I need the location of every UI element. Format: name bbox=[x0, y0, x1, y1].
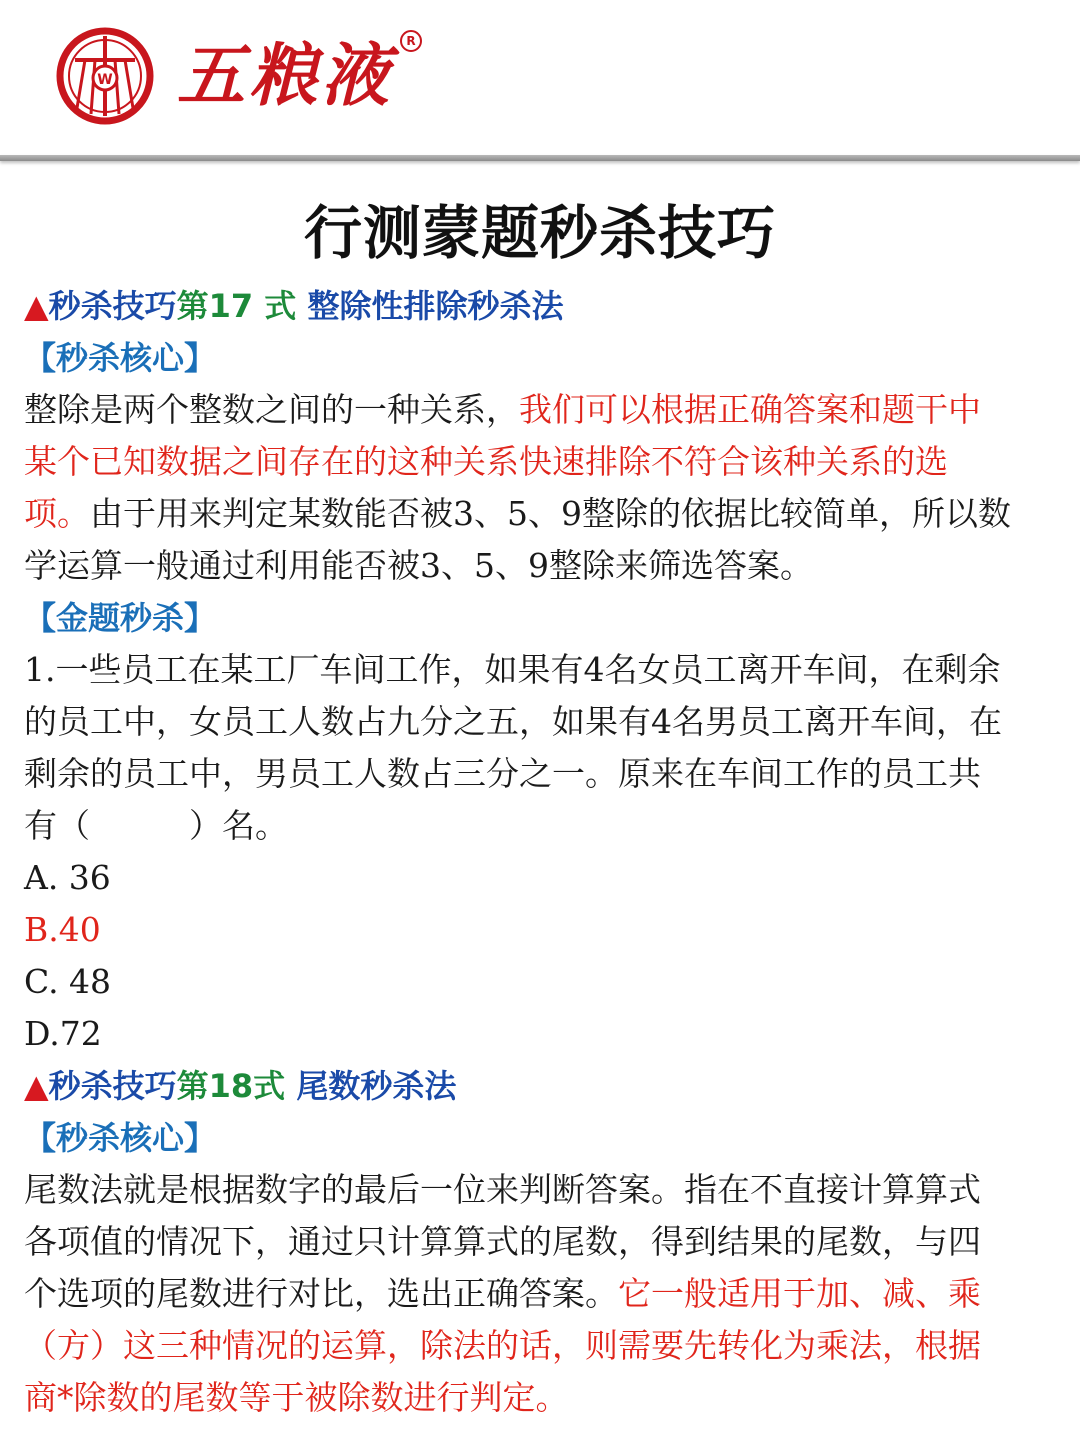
triangle-marker-icon: ▲ bbox=[24, 1067, 49, 1105]
section-heading-17 bbox=[24, 280, 1056, 332]
heading-number: 第17 式 bbox=[176, 287, 297, 325]
option-b-correct: B.40 bbox=[24, 910, 101, 949]
article-body bbox=[24, 280, 1056, 1424]
paragraph-line: （方）这三种情况的运算，除法的话，则需要先转化为乘法，根据 bbox=[24, 1326, 981, 1365]
option-a: A. 36 bbox=[24, 858, 111, 897]
header-divider bbox=[0, 155, 1080, 161]
heading-number: 第18式 bbox=[176, 1067, 286, 1105]
paragraph-line: 各项值的情况下，通过只计算算式的尾数，得到结果的尾数，与四 bbox=[24, 1222, 981, 1261]
core-label: 【秒杀核心】 bbox=[24, 1119, 217, 1157]
heading-prefix: 秒杀技巧 bbox=[48, 1067, 177, 1105]
paragraph-line: 学运算一般通过利用能否被3、5、9整除来筛选答案。 bbox=[24, 546, 813, 585]
brand-name: 五粮液 bbox=[177, 36, 394, 116]
question-line: 的员工中，女员工人数占九分之五，如果有4名男员工离开车间，在 bbox=[24, 702, 1002, 741]
question-line: 1.一些员工在某工厂车间工作，如果有4名女员工离开车间，在剩余 bbox=[24, 650, 1001, 689]
core-label: 【秒杀核心】 bbox=[24, 339, 217, 377]
paragraph-line: 某个已知数据之间存在的这种关系快速排除不符合该种关系的选 bbox=[24, 442, 948, 481]
heading-name: 尾数秒杀法 bbox=[285, 1067, 457, 1105]
section-heading-18 bbox=[24, 1060, 1056, 1112]
header bbox=[0, 0, 1080, 155]
brand-logo bbox=[55, 26, 393, 126]
question-line: 有（ ）名。 bbox=[24, 806, 288, 845]
wuliangye-emblem-icon bbox=[55, 26, 155, 126]
paragraph-line: 个选项的尾数进行对比，选出正确答案。它一般适用于加、减、乘 bbox=[24, 1274, 981, 1313]
question-line: 剩余的员工中，男员工人数占三分之一。原来在车间工作的员工共 bbox=[24, 754, 981, 793]
svg-text:W: W bbox=[97, 72, 113, 88]
gold-question-label: 【金题秒杀】 bbox=[24, 599, 217, 637]
triangle-marker-icon: ▲ bbox=[24, 287, 49, 325]
option-c: C. 48 bbox=[24, 962, 112, 1001]
paragraph-line: 整除是两个整数之间的一种关系，我们可以根据正确答案和题干中 bbox=[24, 390, 981, 429]
heading-prefix: 秒杀技巧 bbox=[48, 287, 177, 325]
page-title: 行测蒙题秒杀技巧 bbox=[303, 199, 776, 267]
paragraph-line: 尾数法就是根据数字的最后一位来判断答案。指在不直接计算算式 bbox=[24, 1170, 981, 1209]
paragraph-line: 商*除数的尾数等于被除数进行判定。 bbox=[24, 1378, 569, 1417]
option-d: D.72 bbox=[24, 1014, 102, 1053]
paragraph-line: 项。由于用来判定某数能否被3、5、9整除的依据比较简单，所以数 bbox=[24, 494, 1011, 533]
registered-mark: R bbox=[400, 30, 422, 52]
heading-name: 整除性排除秒杀法 bbox=[296, 287, 564, 325]
